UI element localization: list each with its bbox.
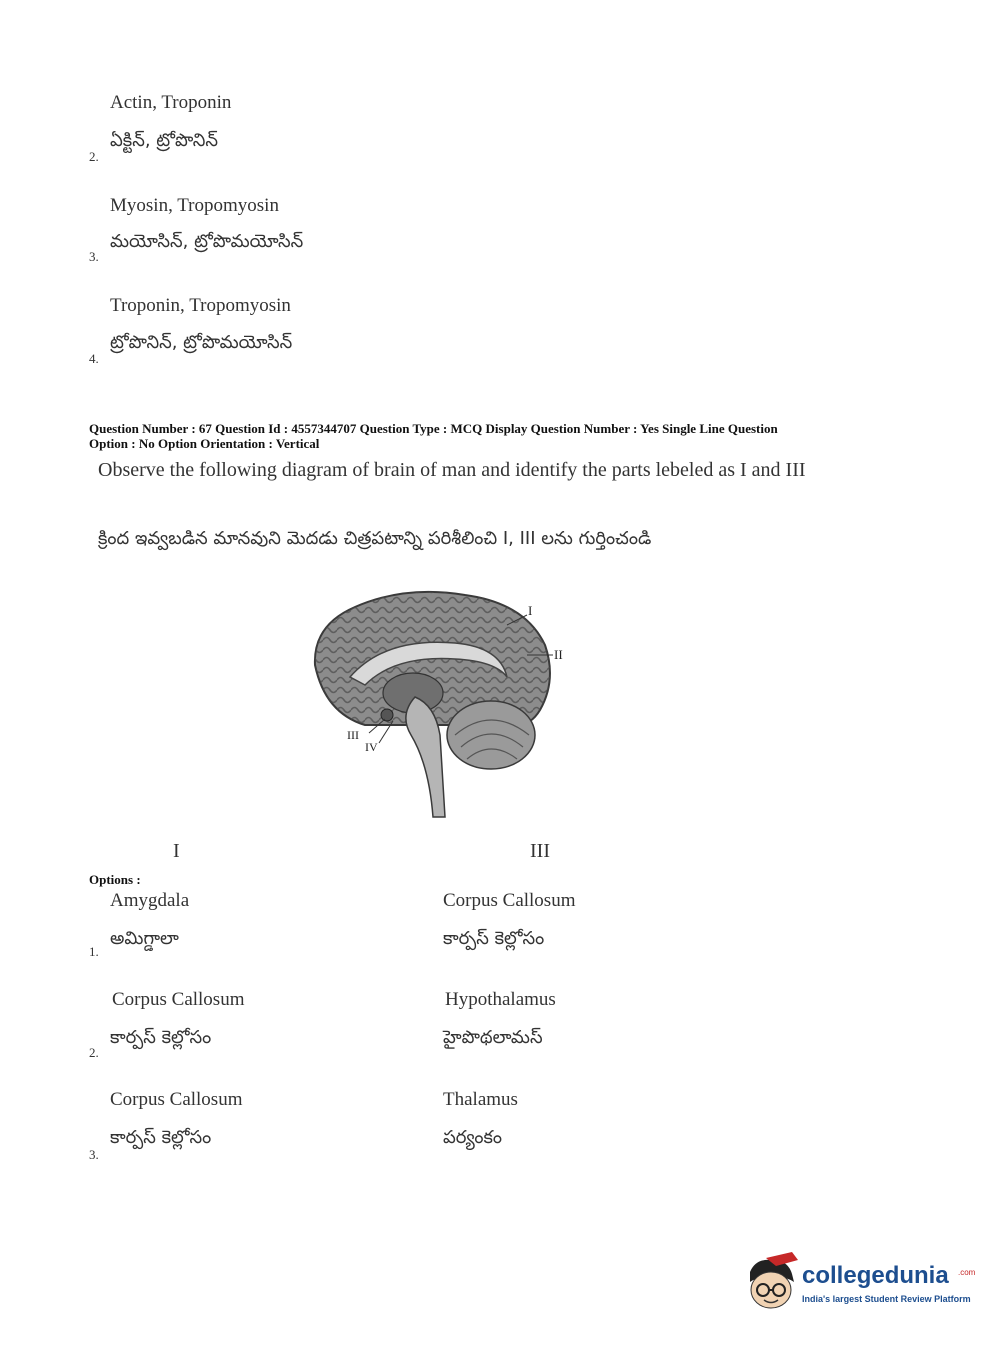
prev-option-2-number: 2. — [89, 149, 99, 164]
collegedunia-logo[interactable] — [742, 1250, 976, 1314]
option-1-col1-telugu: అమిగ్డాలా — [110, 928, 179, 949]
option-1-col2-english: Corpus Callosum — [443, 890, 576, 911]
option-1-col2-telugu: కార్పస్ కెల్లోసం — [443, 928, 545, 949]
option-1-col1-english: Amygdala — [110, 890, 190, 911]
mascot-icon — [742, 1252, 800, 1310]
diagram-label-iv: IV — [365, 740, 378, 754]
prev-option-4-telugu: ట్రోపొనిన్, ట్రోపొమయోసిన్ — [110, 332, 293, 353]
question-telugu: క్రింద ఇవ్వబడిన మానవుని మెదడు చిత్రపటాన్ని పరిశీలించి I, III లను గుర్తించండి — [98, 528, 652, 549]
column-header-i: I — [173, 840, 180, 862]
option-3-col1-english: Corpus Callosum — [110, 1089, 243, 1110]
option-2-col2-english: Hypothalamus — [445, 989, 556, 1010]
prev-option-4-number: 4. — [89, 351, 99, 366]
option-2-col1-telugu: కార్పస్ కెల్లోసం — [110, 1027, 212, 1048]
diagram-label-i: I — [528, 603, 533, 618]
option-3-col1-telugu: కార్పస్ కెల్లోసం — [110, 1127, 212, 1148]
option-3-number: 3. — [89, 1147, 99, 1162]
option-2-number: 2. — [89, 1045, 99, 1060]
question-meta-line1: Question Number : 67 Question Id : 4557344707 Question Type : MCQ Display Question Number : Yes Single Line Question — [89, 421, 778, 436]
brain-diagram — [295, 585, 575, 825]
cerebellum — [447, 701, 535, 769]
prev-option-2-telugu: ఏక్టిన్, ట్రోపొనిన్ — [110, 130, 218, 151]
logo-tagline: India's largest Student Review Platform — [802, 1294, 971, 1304]
option-2-col1-english: Corpus Callosum — [112, 989, 245, 1010]
logo-name: collegedunia — [802, 1262, 949, 1289]
option-3-col2-telugu: పర్యంకం — [443, 1127, 502, 1148]
diagram-label-iii: III — [347, 728, 359, 742]
option-2-col2-telugu: హైపొథలామస్ — [443, 1027, 543, 1048]
question-meta-line2: Option : No Option Orientation : Vertical — [89, 436, 320, 451]
column-header-iii: III — [530, 840, 550, 862]
prev-option-2-english: Actin, Troponin — [110, 92, 232, 113]
prev-option-3-english: Myosin, Tropomyosin — [110, 195, 279, 216]
option-1-number: 1. — [89, 944, 99, 959]
prev-option-3-number: 3. — [89, 249, 99, 264]
option-3-col2-english: Thalamus — [443, 1089, 518, 1110]
prev-option-4-english: Troponin, Tropomyosin — [110, 295, 291, 316]
question-english: Observe the following diagram of brain of man and identify the parts lebeled as I and III — [98, 459, 806, 481]
prev-option-3-telugu: మయోసిన్, ట్రోపొమయోసిన్ — [110, 231, 304, 252]
options-label: Options : — [89, 872, 141, 887]
diagram-label-ii: II — [554, 647, 563, 662]
logo-suffix: .com — [958, 1268, 976, 1277]
